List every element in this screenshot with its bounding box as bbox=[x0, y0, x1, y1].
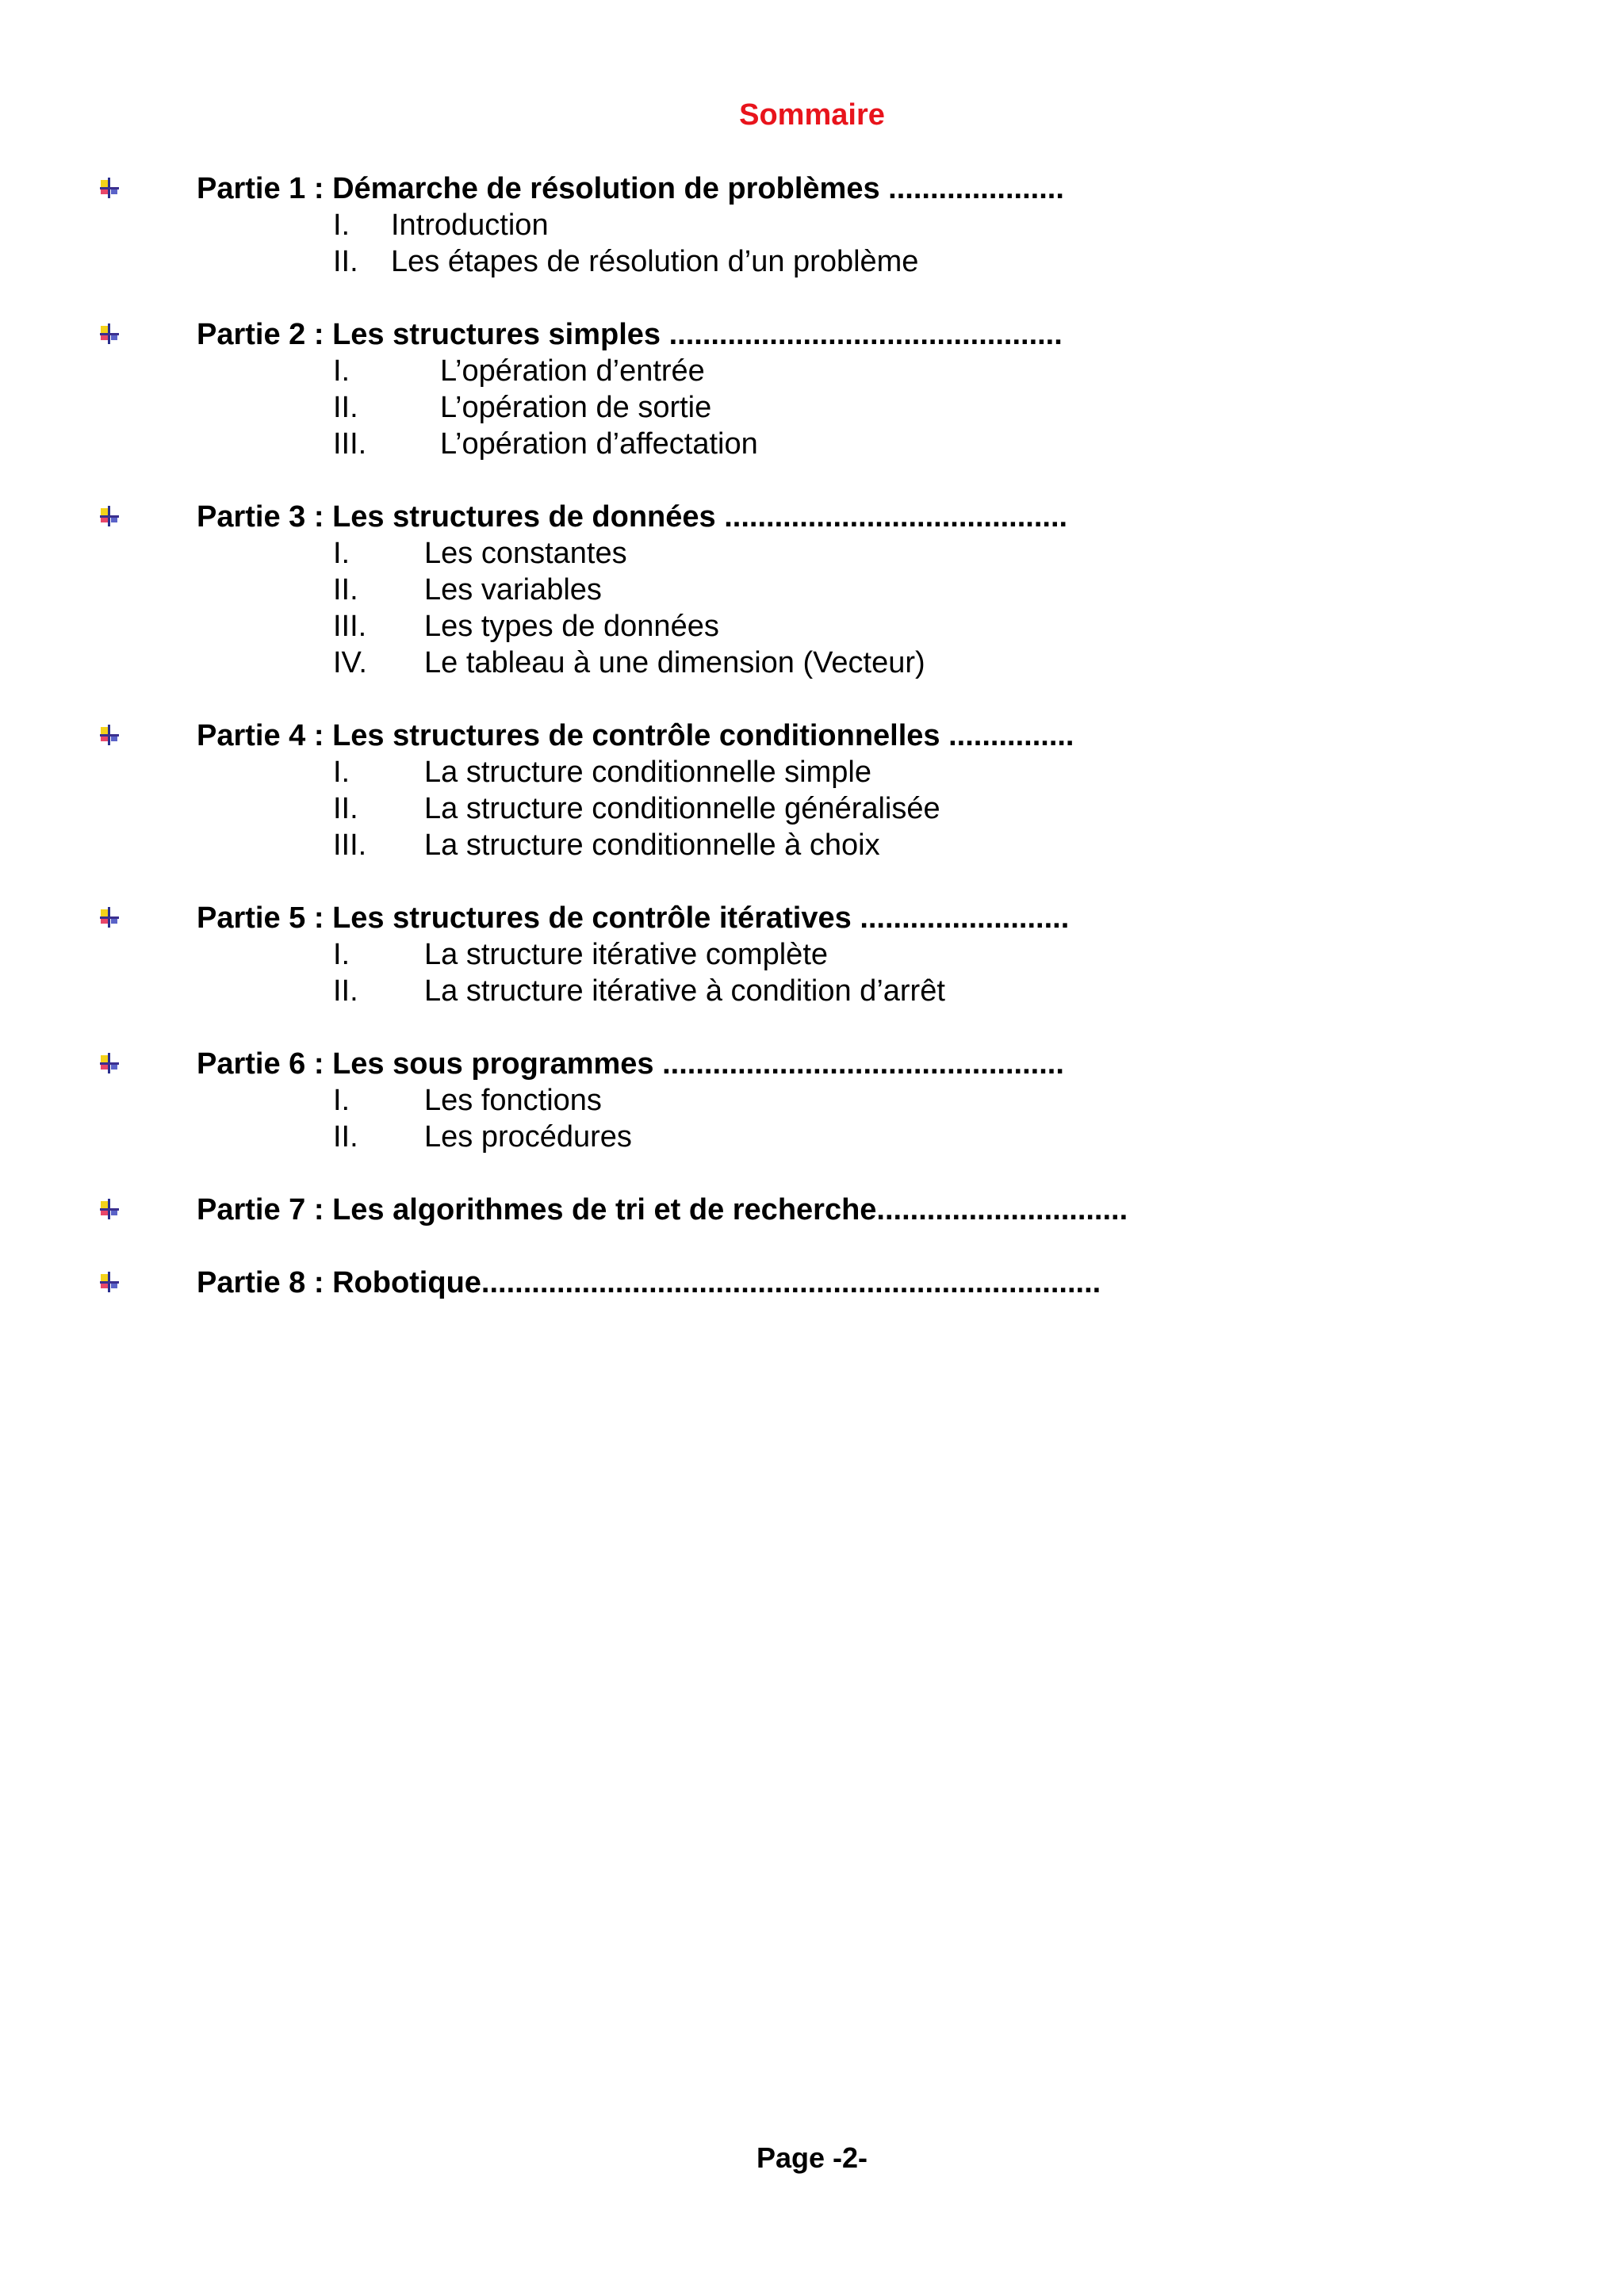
toc-part bbox=[0, 316, 1624, 462]
toc-part bbox=[0, 718, 1624, 863]
bullet-icon bbox=[98, 906, 121, 928]
toc-part bbox=[0, 170, 1624, 280]
toc-item-number: III. bbox=[333, 427, 367, 461]
toc-item-number: II. bbox=[333, 792, 358, 825]
toc-item-number: III. bbox=[333, 610, 367, 643]
toc-item-number: III. bbox=[333, 828, 367, 862]
toc-item bbox=[0, 645, 1624, 681]
toc-item bbox=[0, 936, 1624, 973]
toc-item bbox=[0, 207, 1624, 243]
bullet-icon bbox=[98, 323, 121, 345]
toc-item bbox=[0, 353, 1624, 389]
toc-part-heading bbox=[0, 1046, 1624, 1082]
toc-item-number: I. bbox=[333, 1084, 350, 1117]
toc-item bbox=[0, 1119, 1624, 1155]
bullet-icon bbox=[98, 505, 121, 527]
toc-item-number: I. bbox=[333, 756, 350, 789]
toc-item bbox=[0, 535, 1624, 572]
bullet-icon bbox=[98, 1198, 121, 1220]
toc-part-heading bbox=[0, 499, 1624, 535]
toc-item-text: La structure conditionnelle généralisée bbox=[424, 792, 940, 825]
toc-part-label: Partie 2 : Les structures simples ............................................... bbox=[197, 318, 1063, 351]
toc-part-label: Partie 4 : Les structures de contrôle conditionnelles ............... bbox=[197, 719, 1074, 752]
toc-item-number: II. bbox=[333, 1120, 358, 1154]
spacer bbox=[0, 1155, 1624, 1192]
toc-item-number: II. bbox=[333, 391, 358, 424]
toc-item-text: La structure conditionnelle à choix bbox=[424, 828, 880, 862]
toc-item-number: II. bbox=[333, 974, 358, 1008]
spacer bbox=[0, 280, 1624, 316]
toc-part-heading bbox=[0, 1265, 1624, 1301]
page-title: Sommaire bbox=[739, 98, 885, 132]
spacer bbox=[0, 863, 1624, 900]
toc-part bbox=[0, 1265, 1624, 1301]
toc-item-text: La structure itérative à condition d’arrêt bbox=[424, 974, 945, 1008]
toc-item bbox=[0, 572, 1624, 608]
toc-part-label: Partie 8 : Robotique.......................................................................... bbox=[197, 1266, 1101, 1299]
toc-part-label: Partie 3 : Les structures de données ......................................... bbox=[197, 500, 1068, 534]
toc-part-label: Partie 5 : Les structures de contrôle itératives ......................... bbox=[197, 901, 1070, 935]
toc-item bbox=[0, 1082, 1624, 1119]
toc-item-number: II. bbox=[333, 573, 358, 607]
spacer bbox=[0, 681, 1624, 718]
toc-item bbox=[0, 426, 1624, 462]
toc-item-number: I. bbox=[333, 354, 350, 388]
toc-item-text: Les procédures bbox=[424, 1120, 632, 1154]
toc-item-text: La structure conditionnelle simple bbox=[424, 756, 871, 789]
toc-item-number: IV. bbox=[333, 646, 367, 679]
toc-item bbox=[0, 243, 1624, 280]
toc-item-text: Les fonctions bbox=[424, 1084, 602, 1117]
toc-part bbox=[0, 1046, 1624, 1155]
toc-part bbox=[0, 499, 1624, 681]
bullet-icon bbox=[98, 1052, 121, 1074]
toc-part-heading bbox=[0, 170, 1624, 207]
toc-item-number: I. bbox=[333, 537, 350, 570]
toc-item-text: Les étapes de résolution d’un problème bbox=[391, 245, 919, 278]
spacer bbox=[0, 1009, 1624, 1046]
toc-part-label: Partie 1 : Démarche de résolution de problèmes ..................... bbox=[197, 172, 1064, 205]
toc-part bbox=[0, 1192, 1624, 1228]
toc-part-heading bbox=[0, 316, 1624, 353]
toc-part-heading bbox=[0, 900, 1624, 936]
toc-item-text: Les variables bbox=[424, 573, 602, 607]
toc-item-number: II. bbox=[333, 245, 358, 278]
toc-item-text: L’opération de sortie bbox=[440, 391, 712, 424]
toc-item-text: Les types de données bbox=[424, 610, 719, 643]
toc-item-text: Les constantes bbox=[424, 537, 627, 570]
toc-item-text: L’opération d’affectation bbox=[440, 427, 758, 461]
toc-part-heading bbox=[0, 718, 1624, 754]
toc-item-text: La structure itérative complète bbox=[424, 938, 829, 971]
bullet-icon bbox=[98, 1271, 121, 1293]
toc-part-heading bbox=[0, 1192, 1624, 1228]
spacer bbox=[0, 462, 1624, 499]
toc-item bbox=[0, 827, 1624, 863]
toc-part-label: Partie 7 : Les algorithmes de tri et de recherche.............................. bbox=[197, 1193, 1128, 1226]
toc-part-label: Partie 6 : Les sous programmes ................................................ bbox=[197, 1047, 1064, 1081]
toc-item bbox=[0, 389, 1624, 426]
toc-item bbox=[0, 973, 1624, 1009]
toc-item-text: Introduction bbox=[391, 209, 549, 242]
toc-item bbox=[0, 754, 1624, 790]
toc-item-text: Le tableau à une dimension (Vecteur) bbox=[424, 646, 925, 679]
page-number: Page -2- bbox=[756, 2141, 868, 2174]
bullet-icon bbox=[98, 724, 121, 746]
toc-part bbox=[0, 900, 1624, 1009]
toc-item bbox=[0, 608, 1624, 645]
spacer bbox=[0, 1228, 1624, 1265]
toc-item-text: L’opération d’entrée bbox=[440, 354, 705, 388]
toc-item bbox=[0, 790, 1624, 827]
table-of-contents bbox=[0, 170, 1624, 1301]
toc-item-number: I. bbox=[333, 938, 350, 971]
bullet-icon bbox=[98, 177, 121, 199]
toc-item-number: I. bbox=[333, 209, 350, 242]
